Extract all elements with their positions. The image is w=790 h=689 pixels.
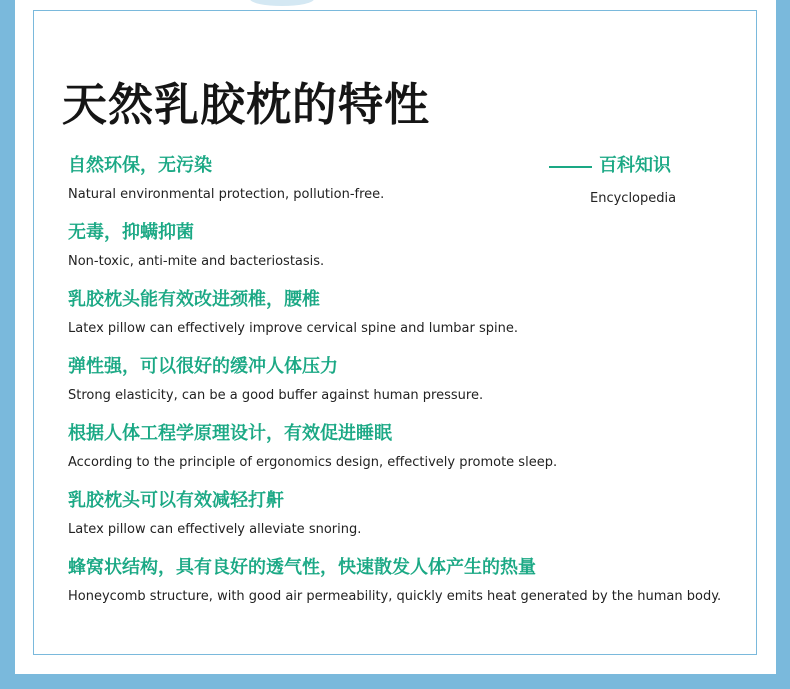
feature-description: Latex pillow can effectively improve cervical spine and lumbar spine. — [68, 321, 518, 336]
encyclopedia-label-en: Encyclopedia — [590, 191, 677, 206]
feature-heading: 乳胶枕头能有效改进颈椎，腰椎 — [68, 289, 320, 310]
feature-heading: 弹性强，可以很好的缓冲人体压力 — [68, 356, 338, 377]
feature-description: Strong elasticity, can be a good buffer against human pressure. — [68, 388, 484, 403]
feature-item — [68, 287, 748, 354]
feature-item — [68, 153, 748, 220]
feature-description: Latex pillow can effectively alleviate snoring. — [68, 522, 362, 537]
feature-item — [68, 220, 748, 287]
feature-item — [68, 354, 748, 421]
feature-description: Honeycomb structure, with good air permeability, quickly emits heat generated by the human body. — [68, 589, 722, 604]
encyclopedia-label-zh: 百科知识 — [599, 155, 671, 176]
feature-list — [68, 153, 748, 622]
feature-heading: 根据人体工程学原理设计，有效促进睡眠 — [68, 423, 392, 444]
feature-description: Natural environmental protection, pollution-free. — [68, 187, 385, 202]
feature-item — [68, 421, 748, 488]
feature-heading: 自然环保，无污染 — [68, 155, 212, 176]
feature-heading: 蜂窝状结构，具有良好的透气性，快速散发人体产生的热量 — [68, 557, 536, 578]
feature-heading: 乳胶枕头可以有效减轻打鼾 — [68, 490, 284, 511]
feature-description: According to the principle of ergonomics design, effectively promote sleep. — [68, 455, 558, 470]
feature-heading: 无毒，抑螨抑菌 — [68, 222, 194, 243]
page-title: 天然乳胶枕的特性 — [62, 78, 431, 131]
feature-item — [68, 555, 748, 622]
feature-item — [68, 488, 748, 555]
feature-description: Non-toxic, anti-mite and bacteriostasis. — [68, 254, 325, 269]
